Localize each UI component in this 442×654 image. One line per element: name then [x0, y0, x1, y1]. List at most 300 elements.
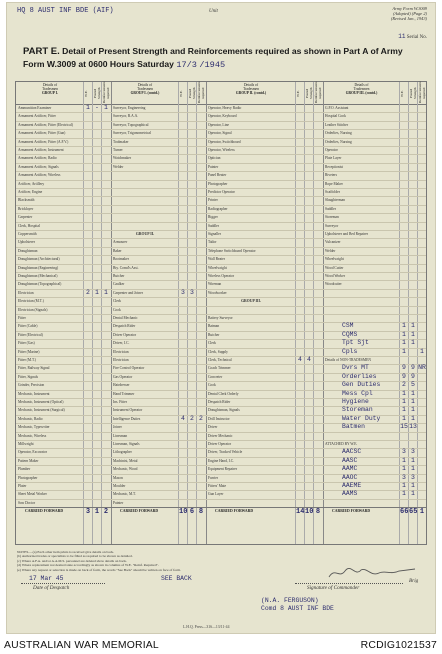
table-row-label: Plumber	[18, 467, 31, 472]
table-row-label: Lithographer	[113, 450, 132, 455]
table-row-label	[325, 448, 398, 456]
table-cell-value: 1	[411, 339, 415, 347]
table-row-label	[325, 432, 398, 440]
table-row-label: Vulcanizer	[325, 240, 341, 245]
table-row-label	[113, 171, 177, 179]
typed-entry: AASC	[342, 456, 358, 464]
table-row-label: Despatch Rider	[208, 400, 231, 404]
table-row-label: Armament Artificer, Fitter (Gun)	[18, 131, 66, 136]
table-row-label: Hand Trimmer	[113, 391, 135, 396]
table-cell-value: 2	[402, 381, 406, 389]
table-row-label: Coppersmith	[18, 232, 37, 236]
table-row-label: Surveyor, Trigonometrical	[113, 131, 151, 136]
carried-forward-value: 10	[305, 508, 314, 517]
table-row-label: Driver	[208, 425, 218, 430]
table-row-label: Gun Layer	[208, 492, 224, 497]
section-header	[324, 83, 399, 96]
vertical-header: W.E.	[84, 90, 88, 97]
note-line: (e) Where any request or selection is made on back of form, the words "See Back" should be written on face of form.	[17, 567, 181, 572]
table-row-label: Plater	[18, 484, 27, 488]
page-title	[23, 45, 423, 71]
table-cell-value: 1	[411, 465, 415, 473]
table-row-label: Painter	[208, 164, 219, 169]
vertical-header: Posted Strength	[93, 87, 101, 100]
table-row-label: Operator, Keyboard	[208, 114, 237, 119]
column-divider	[206, 82, 207, 544]
table-row-label: Fitter	[18, 316, 26, 320]
table-row-label: Wheelwright	[325, 257, 344, 262]
typed-entry: Batmen	[342, 423, 366, 431]
table-row-label: Artificer, Artillery	[18, 181, 45, 186]
typed-entry: AAMS	[342, 490, 358, 498]
table-row-label: Wall Beater	[208, 257, 225, 262]
vertical-header: W.E.	[296, 90, 300, 97]
table-row-label: Draughtsman, Signals	[208, 408, 240, 413]
table-cell-value: 1	[402, 482, 406, 489]
vertical-header: Reinforcements required	[197, 81, 205, 103]
header-line: Tradesmen	[137, 87, 153, 92]
table-row-label: Surveyor, R.A.A.	[113, 114, 139, 119]
archive-footer	[0, 638, 442, 654]
typed-entry: Gen Duties	[342, 381, 381, 389]
table-row-label: Orderlies, Nursing	[325, 131, 352, 136]
table-row-label: Furrier	[208, 475, 218, 480]
table-row-label: Driver Operator	[113, 332, 137, 337]
table-row-label: Clerk, Hospital	[18, 223, 40, 228]
table-row-label: Carpenter	[18, 215, 33, 220]
vertical-header: Posted Strength	[409, 87, 417, 100]
typed-entry: Water Duty	[342, 414, 381, 422]
header-line: GROUP I.	[42, 91, 58, 96]
table-cell-value: 1	[402, 406, 406, 414]
table-row-label: Dental Mechanic	[113, 316, 138, 320]
carried-forward-value: 2	[103, 508, 109, 517]
table-row-label	[325, 348, 398, 356]
table-cell-value: 9	[411, 372, 415, 380]
unit-typed: HQ 8 AUST INF BDE (AIF)	[17, 7, 114, 15]
table-row-label: Orderlies, Nursing	[325, 139, 352, 144]
table-row-label: Dental Clerk Orderly	[208, 391, 239, 396]
table-row-label: Details of NON-TRADESMEN	[325, 358, 371, 362]
table-row-label: Fitter (Electrical)	[18, 332, 43, 337]
table-row-label: Cook	[113, 307, 121, 312]
table-cell-value: 1	[411, 414, 415, 422]
table-row-label	[325, 322, 398, 330]
archive-id: RCDIG1021537	[360, 640, 437, 651]
header-line: Details of	[42, 83, 58, 87]
form-sheet	[6, 2, 436, 634]
table-row-label: Despatch Rider	[113, 324, 136, 329]
table-row-label: Butcher	[208, 332, 220, 337]
table-row-label: Fitters' Mate	[208, 484, 227, 488]
carried-forward-value: 3	[85, 508, 91, 517]
table-row-label	[325, 482, 398, 490]
table-row-label: Driver, Tracked Vehicle	[208, 450, 243, 455]
notes-block	[17, 550, 247, 572]
table-cell-value: 4	[181, 414, 185, 422]
table-cell-value: 9	[411, 364, 415, 372]
carried-forward-label: CARRIED FORWARD	[25, 509, 64, 514]
table-row-label: Instrument Operator	[113, 408, 143, 413]
table-row-label: Operator, Heavy Radio	[208, 106, 242, 110]
commander-stamp	[261, 597, 334, 612]
table-row-label: Wood Cutter	[325, 265, 344, 270]
table-cell-value: 1	[411, 482, 415, 489]
table-row-label: Clerk	[113, 299, 121, 304]
section-header	[207, 83, 295, 96]
vertical-header: Posted Strength	[188, 87, 196, 100]
table-row-label: Fitter, Signals	[18, 374, 39, 379]
typed-entry: Hygiene	[342, 398, 369, 405]
table-cell-value: 1	[411, 406, 415, 414]
table-row-label	[113, 222, 177, 230]
table-cell-value: 1	[402, 330, 406, 338]
rank-label: Brig	[409, 578, 419, 584]
table-row-label: Wood Worker	[325, 274, 346, 278]
serial-label: Serial No.	[406, 35, 427, 40]
form-reference	[341, 6, 427, 21]
table-row-label	[325, 499, 398, 507]
table-row-label: Clerk, Supply	[208, 349, 228, 354]
table-cell-value: 1	[402, 339, 406, 347]
table-cell-value: 1	[402, 398, 406, 405]
title-year: /1945	[199, 60, 226, 70]
table-cell-value: 3	[402, 448, 406, 456]
signature-line	[295, 583, 403, 584]
table-cell-value: 1	[402, 465, 406, 473]
table-row-label: Surveyor, Engineering	[113, 106, 146, 110]
table-row-label: Panel Beater	[208, 173, 227, 178]
table-row-label: Fitter, Railway Signal	[18, 366, 50, 371]
table-row-label: Saddler	[325, 206, 336, 211]
table-row-label: Predictor Operator	[208, 190, 235, 194]
table-cell-value: 1	[104, 288, 108, 296]
table-cell-value: 4	[298, 356, 302, 363]
table-row-label: Mechanic, Instrument	[18, 391, 50, 396]
table-row-label	[325, 474, 398, 482]
table-row-label: Storeman	[325, 215, 339, 220]
typed-entry: Orderlies	[342, 372, 377, 380]
table-row-label: Ins. Fitter	[113, 400, 127, 404]
table-row-label: Armament Artificer, Instrument	[18, 148, 64, 152]
table-row-label: Signaller	[208, 232, 221, 236]
table-row-label: Mechanic, Wood	[113, 467, 138, 472]
table-row-label: Saw Doctor	[18, 500, 36, 505]
signature-label: Signature of Commander	[307, 585, 360, 591]
section-header	[112, 83, 178, 96]
table-cell-value: 2	[86, 288, 90, 296]
carried-forward-value: 8	[198, 508, 204, 517]
table-row-label: Bricklayer	[18, 206, 34, 211]
table-cell-value: 4	[307, 356, 311, 363]
table-row-label	[325, 306, 398, 314]
form-ref-line: (Revised Jan., 1943)	[390, 16, 427, 21]
despatch-date-typed: 17 Mar 45	[29, 575, 64, 582]
table-row-label: Wheelwright	[208, 265, 227, 270]
table-row-label: Armament Artificer, Fitter (A.F.V.)	[18, 139, 69, 144]
column-divider	[101, 82, 102, 544]
vertical-header: Posted Strength	[305, 87, 313, 100]
table-row-label: Plate Layer	[325, 156, 342, 161]
column-divider	[92, 82, 93, 544]
table-row-label: Millwright	[18, 442, 34, 446]
typed-entry: CQMS	[342, 330, 358, 338]
carried-forward-label: CARRIED FORWARD	[215, 509, 254, 514]
column-divider	[83, 82, 84, 544]
table-row-label: Mechanic, Typewriter	[18, 425, 50, 430]
table-cell-value: 1	[402, 414, 406, 422]
carried-forward-value: 14	[296, 508, 305, 517]
table-row-label: Carpenter and Joiner	[113, 290, 143, 295]
note-line: NOTES.—(a) Each other item prints is received give details on back.	[17, 550, 114, 554]
table-row-label: Operator, Excavator	[18, 450, 47, 455]
header-line: Tradesmen	[42, 87, 58, 92]
table-cell-value: 1	[402, 456, 406, 464]
table-cell-value: 3	[181, 288, 185, 296]
table-row-label: Electrician (M.T.)	[18, 299, 44, 304]
column-divider	[196, 82, 197, 544]
vertical-header: Reinforcements required	[314, 81, 322, 103]
table-row-label: Electrician	[113, 358, 129, 362]
column-divider	[304, 82, 305, 544]
title-part: PART E.	[23, 46, 60, 57]
header-line: Details of	[354, 83, 369, 87]
table-row-label: Electrician	[113, 349, 129, 354]
unit-label: Unit	[209, 9, 218, 14]
title-text: Detail of Present Strength and Reinforcements required as shown in Part A of Army Form W.3009 at 0600 Hours Saturday	[23, 46, 403, 69]
table-row-label: Optician	[208, 156, 221, 161]
table-row-label: Radiographer	[208, 206, 228, 211]
table-row-label	[113, 213, 177, 221]
table-row-label: Grinder, Precision	[18, 383, 45, 388]
table-row-label: Receptionist	[325, 164, 343, 169]
table-row-label	[325, 490, 398, 498]
table-row-label: Machinist, Metal	[113, 458, 138, 463]
table-row-label: Moulder	[113, 484, 126, 488]
table-row-label: Electrician (Signals)	[18, 307, 48, 312]
table-row-label: Scaffolder	[325, 190, 340, 194]
archive-name: AUSTRALIAN WAR MEMORIAL	[4, 640, 159, 651]
column-divider	[111, 82, 112, 544]
table-row-label: Bty. Comd's Asst.	[113, 265, 139, 270]
table-row-label: Operator, Line	[208, 122, 230, 127]
table-row-label: Draughtsman (Mechanical)	[18, 274, 58, 278]
table-row-label: Driver Mechanic	[208, 433, 233, 438]
table-cell-value: 1	[402, 389, 406, 397]
note-line: (c) Where A.F.A. and/or A.A.M.S. personnel are deleted show details on back.	[17, 558, 127, 563]
table-row-label: ATTACHED BY W.E.	[325, 442, 358, 446]
table-row-label: Operator	[325, 148, 338, 152]
table-cell-value: 1	[86, 104, 90, 111]
table-row-label: Surveyor, Topographical	[113, 122, 149, 127]
table-row-label	[208, 306, 294, 314]
header-line: Details of	[137, 83, 153, 87]
table-row-label: Draughtsman (Architectural)	[18, 257, 60, 262]
table-cell-value: 3	[190, 288, 194, 296]
table-row-label: Armament Artificer, Fitter	[18, 114, 56, 119]
typed-entry: AAEME	[342, 482, 362, 489]
table-row-label: Linesman	[113, 433, 128, 438]
table-row-label: Draughtsman (Engineering)	[18, 265, 59, 270]
table-cell-value: 1	[104, 104, 108, 111]
table-row-label: Photographer	[18, 475, 38, 480]
commander-signature	[325, 565, 421, 581]
table-cell-value: 9	[402, 364, 406, 372]
carried-forward-line	[16, 507, 426, 508]
table-cell-value: 15	[400, 423, 408, 431]
table-row-label: Joiner	[113, 425, 122, 430]
table-row-label: Draughtsman (Topographical)	[18, 282, 62, 287]
serial-number	[398, 33, 427, 40]
table-row-label: Upholsterer	[18, 240, 35, 245]
header-line: GROUP III. (contd.)	[345, 91, 378, 96]
table-row-label	[325, 457, 398, 465]
table-row-label: Fitter (Cable)	[18, 324, 38, 329]
table-row-label: Printer	[208, 198, 218, 203]
carried-forward-value: 1	[94, 508, 100, 517]
table-row-label: Hospital Cook	[325, 114, 346, 119]
table-row-label	[325, 289, 398, 297]
table-cell-value: NR	[418, 364, 426, 372]
table-row-label: Saddler	[208, 223, 219, 228]
group-label: GROUP III.	[241, 299, 261, 304]
table-row-label: Wireman	[208, 282, 222, 287]
table-row-label: Welder	[325, 248, 336, 253]
table-row-label: Ammunition Examiner	[18, 106, 52, 110]
table-row-label	[113, 188, 177, 196]
table-row-label: Surveyor	[325, 223, 339, 228]
stamp-line: (N.A. FERGUSON)	[261, 597, 319, 604]
table-cell-value: 1	[402, 347, 406, 355]
vertical-header: W.E.	[179, 90, 183, 97]
section-header	[17, 83, 83, 96]
table-cell-value: -	[95, 104, 99, 111]
table-row-label: Photographer	[208, 181, 228, 186]
table-row-label: Wireless Operator	[208, 274, 235, 278]
carried-forward-value: 66	[400, 508, 409, 517]
typed-entry: Dvrs MT	[342, 364, 369, 372]
print-line: L.H.Q. Press—316—13/11-44	[183, 625, 230, 629]
header-line: GROUP I. (contd.)	[130, 91, 160, 96]
table-cell-value: 2	[190, 414, 194, 422]
table-row-label	[113, 205, 177, 213]
table-cell-value: 3	[411, 473, 415, 481]
table-row-label: Fitter (Marine)	[18, 349, 40, 354]
table-cell-value: 5	[411, 381, 415, 389]
form-ref-line: Army Form W.3009	[392, 6, 427, 11]
table-cell-value: 9	[402, 372, 406, 380]
table-row-label: Mechanic, Radio	[18, 416, 43, 421]
column-divider	[295, 82, 296, 544]
vertical-header: Reinforcements required	[418, 81, 426, 103]
header-line: Details of	[243, 83, 259, 87]
group-label: GROUP II.	[135, 232, 155, 236]
table-row-label: Bootmaker	[113, 257, 129, 262]
table-row-label: Mechanic, Instrument (Surgical)	[18, 408, 65, 413]
typed-entry: CSM	[342, 322, 354, 330]
strength-table	[15, 81, 427, 545]
table-row-label: Intelligence Duties	[113, 416, 141, 421]
table-cell-value: 1	[420, 347, 424, 355]
form-ref-line: (Adapted) (Page 2)	[393, 11, 427, 16]
table-row-label: Armament Artificer, Radio	[18, 156, 57, 161]
table-row-label: Clerk	[208, 341, 216, 346]
table-row-label	[325, 465, 398, 473]
note-line: (b) Authorized trades or specialists to be filled as required to be shown as detailed.	[17, 554, 133, 559]
table-row-label: Gas Operator	[113, 374, 133, 379]
table-row-label: Equipment Repairer	[208, 467, 238, 472]
table-row-label: Drill Instructor	[208, 416, 230, 421]
serial-typed: 11	[398, 33, 406, 40]
table-row-label: Fire Control Operator	[113, 366, 145, 371]
table-row-label: Armament Artificer, Signals	[18, 164, 59, 169]
table-cell-value: 1	[402, 322, 406, 330]
typed-entry: AAOC	[342, 473, 358, 481]
carried-forward-value: 8	[315, 508, 321, 517]
header-line: GROUP II. (contd.)	[235, 91, 267, 96]
table-row-label: Armament Artificer, Wireless	[18, 173, 61, 178]
see-back-typed: SEE BACK	[161, 575, 192, 582]
vertical-header: W.E.	[400, 90, 404, 97]
table-row-label: G.P.O. Assistant	[325, 106, 349, 110]
table-row-label	[325, 297, 398, 305]
table-row-label: Slaughterman	[325, 198, 345, 203]
typed-entry: Tpt Sjt	[342, 339, 369, 347]
carried-forward-value: 10	[179, 508, 188, 517]
table-row-label: Operator, Signal	[208, 131, 232, 136]
table-row-label: Mechanic, M.T.	[113, 492, 136, 497]
table-row-label: Tailor	[208, 240, 217, 245]
table-row-label: Rigger	[208, 215, 218, 220]
table-cell-value: 1	[411, 389, 415, 397]
table-row-label: Upholsterer and Bed Repairer	[325, 232, 369, 236]
table-row-label: Baker	[113, 248, 122, 253]
table-row-label: Battery Surveyor	[208, 316, 233, 320]
table-row-label: Riveters	[325, 173, 337, 178]
table-cell-value: 2	[199, 414, 203, 422]
table-cell-value: 1	[411, 456, 415, 464]
table-row-label: Mechanic, Instrument (Optical)	[18, 400, 64, 404]
table-cell-value: 3	[411, 448, 415, 456]
title-date: 17/3	[176, 60, 197, 70]
despatch-label: Date of Despatch	[33, 585, 70, 591]
vertical-header: Reinforcements required	[102, 81, 110, 103]
table-row-label: Armourer	[113, 240, 128, 245]
note-line: (d) Where replacement not desired state accordingly as shown in columns of W.E. "Reinf. Required".	[17, 563, 159, 568]
header-line: Tradesmen	[243, 87, 259, 92]
table-row-label: Operator, Switchboard	[208, 139, 241, 144]
table-cell-value: 1	[402, 490, 406, 498]
table-row-label: Engine Hand, I.C.	[208, 458, 235, 463]
table-row-label: Leather Stitcher	[325, 122, 349, 127]
table-cell-value: 1	[411, 490, 415, 498]
table-row-label: Cook	[208, 383, 216, 388]
column-divider	[417, 82, 418, 544]
table-cell-value: 13	[409, 423, 417, 431]
table-row-label: Pattern Maker	[18, 458, 39, 463]
table-row-label: Driver Operator	[208, 442, 232, 446]
table-row-label: Concreter	[208, 374, 223, 379]
table-row-label: Painter	[113, 500, 124, 505]
table-row-label: Woodcutter	[325, 282, 342, 287]
table-row-label: Sheet Metal Worker	[18, 492, 47, 497]
column-divider	[323, 82, 324, 544]
table-row-label: Armament Artificer, Fitter (Electrical)	[18, 122, 73, 127]
table-cell-value: 1	[411, 322, 415, 330]
table-row-label: Coach Trimmer	[208, 366, 231, 371]
table-row-label	[325, 331, 398, 339]
table-row-label: Mason	[113, 475, 123, 480]
